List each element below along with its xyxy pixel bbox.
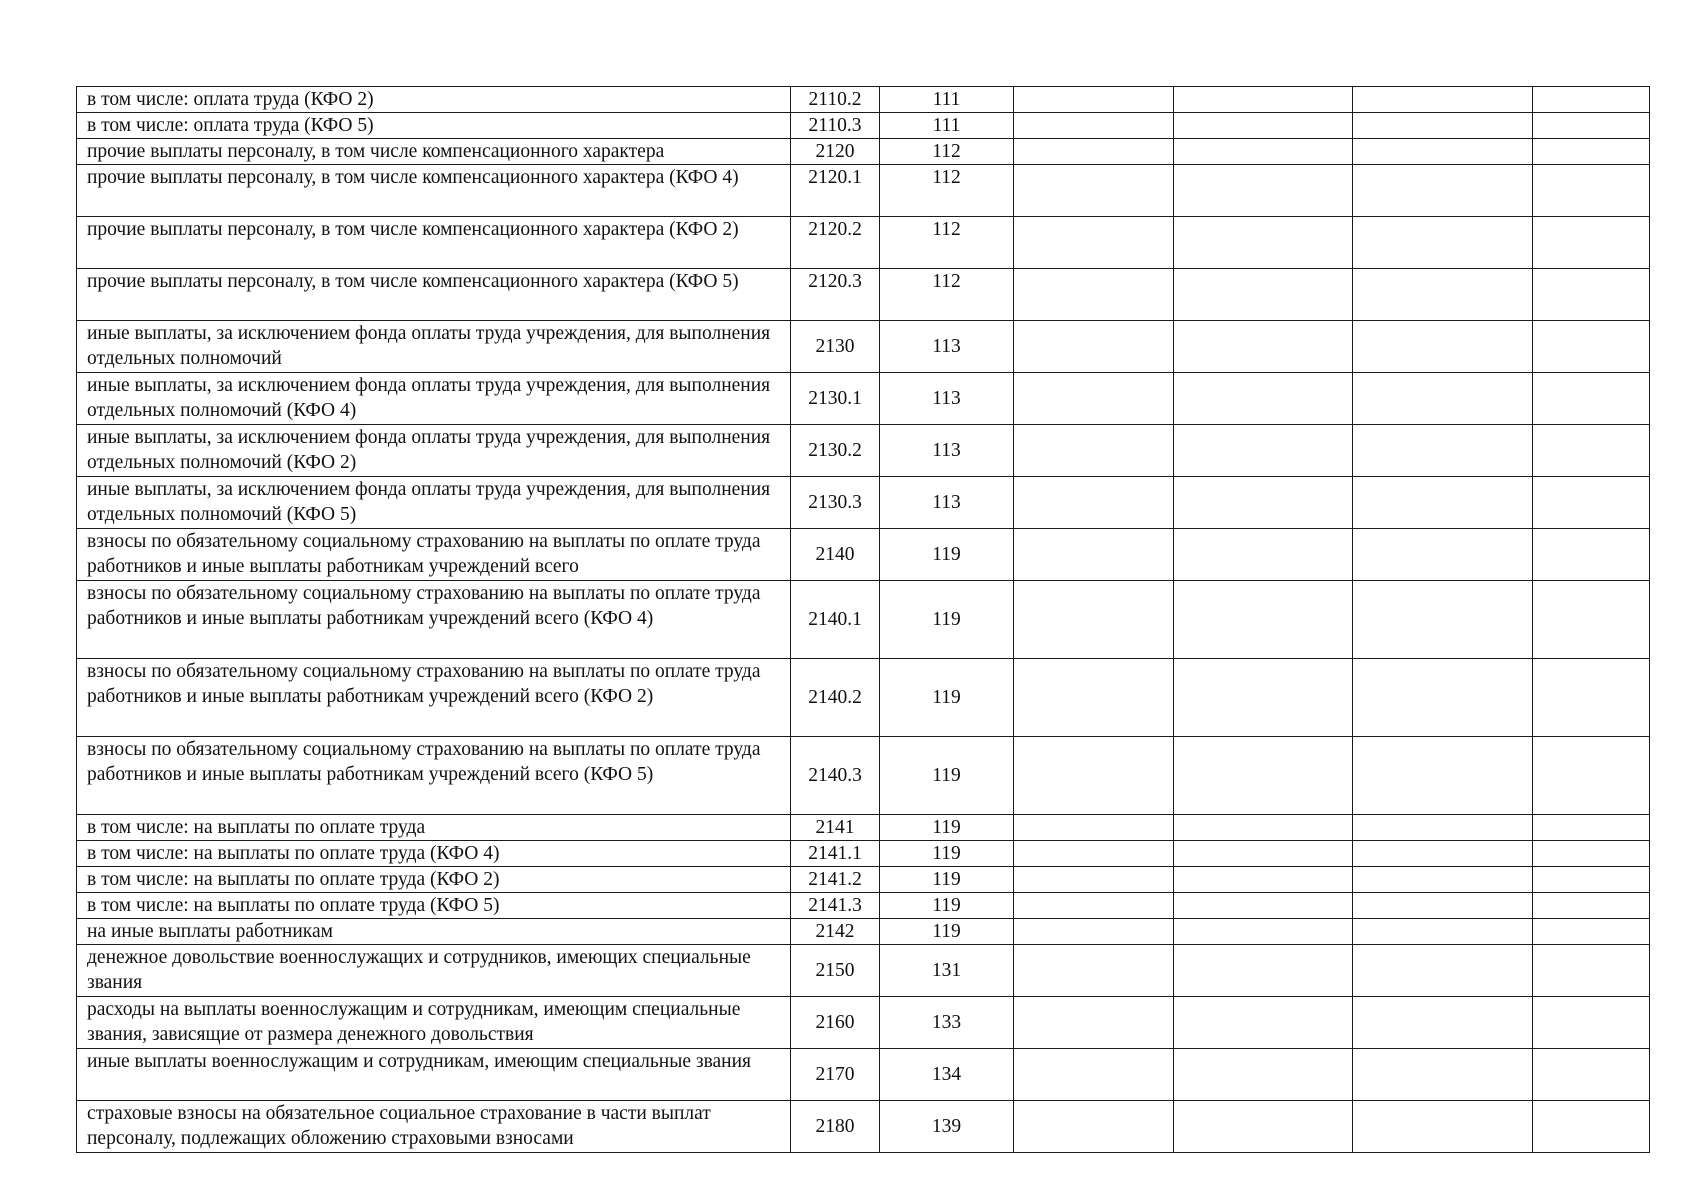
row-kbk-cell: 119 [880, 919, 1014, 945]
empty-value-cell [1353, 659, 1533, 737]
row-code-cell: 2150 [791, 945, 880, 997]
row-code-cell: 2140.2 [791, 659, 880, 737]
row-code-cell: 2140.3 [791, 737, 880, 815]
row-code-cell: 2110.3 [791, 113, 880, 139]
empty-value-cell [1174, 321, 1353, 373]
empty-value-cell [1533, 269, 1650, 321]
row-name-cell: иные выплаты военнослужащим и сотрудникам, имеющим специальные звания [77, 1049, 791, 1101]
empty-value-cell [1353, 815, 1533, 841]
empty-value-cell [1014, 321, 1174, 373]
row-name-cell: в том числе: на выплаты по оплате труда (КФО 5) [77, 893, 791, 919]
empty-value-cell [1353, 867, 1533, 893]
row-name-cell: прочие выплаты персоналу, в том числе компенсационного характера [77, 139, 791, 165]
empty-value-cell [1353, 425, 1533, 477]
row-name-cell: иные выплаты, за исключением фонда оплаты труда учреждения, для выполнения отдельных полномочий [77, 321, 791, 373]
empty-value-cell [1174, 737, 1353, 815]
empty-value-cell [1353, 841, 1533, 867]
empty-value-cell [1014, 867, 1174, 893]
row-name-cell: иные выплаты, за исключением фонда оплаты труда учреждения, для выполнения отдельных полномочий (КФО 5) [77, 477, 791, 529]
row-name-cell: в том числе: оплата труда (КФО 5) [77, 113, 791, 139]
row-kbk-cell: 119 [880, 737, 1014, 815]
row-code-cell: 2180 [791, 1101, 880, 1153]
empty-value-cell [1014, 945, 1174, 997]
table-row [77, 919, 1650, 945]
table-row [77, 841, 1650, 867]
row-code-cell: 2120.3 [791, 269, 880, 321]
row-kbk-cell: 119 [880, 529, 1014, 581]
empty-value-cell [1533, 659, 1650, 737]
empty-value-cell [1014, 217, 1174, 269]
row-code-cell: 2141.3 [791, 893, 880, 919]
table-row [77, 217, 1650, 269]
row-code-cell: 2141.1 [791, 841, 880, 867]
row-kbk-cell: 119 [880, 659, 1014, 737]
empty-value-cell [1353, 269, 1533, 321]
row-name-cell: иные выплаты, за исключением фонда оплаты труда учреждения, для выполнения отдельных полномочий (КФО 2) [77, 425, 791, 477]
table-row [77, 893, 1650, 919]
row-name-cell: в том числе: на выплаты по оплате труда (КФО 2) [77, 867, 791, 893]
row-kbk-cell: 111 [880, 113, 1014, 139]
empty-value-cell [1014, 165, 1174, 217]
row-kbk-cell: 119 [880, 867, 1014, 893]
empty-value-cell [1014, 139, 1174, 165]
empty-value-cell [1353, 139, 1533, 165]
row-code-cell: 2170 [791, 1049, 880, 1101]
table-row [77, 737, 1650, 815]
row-code-cell: 2120 [791, 139, 880, 165]
row-kbk-cell: 119 [880, 815, 1014, 841]
empty-value-cell [1533, 165, 1650, 217]
empty-value-cell [1533, 373, 1650, 425]
row-code-cell: 2160 [791, 997, 880, 1049]
empty-value-cell [1014, 1101, 1174, 1153]
row-code-cell: 2130.1 [791, 373, 880, 425]
row-kbk-cell: 111 [880, 87, 1014, 113]
row-name-cell: взносы по обязательному социальному страхованию на выплаты по оплате труда работников и иные выплаты работникам учреждений всего [77, 529, 791, 581]
empty-value-cell [1353, 321, 1533, 373]
row-code-cell: 2141.2 [791, 867, 880, 893]
row-kbk-cell: 112 [880, 165, 1014, 217]
empty-value-cell [1174, 425, 1353, 477]
empty-value-cell [1174, 477, 1353, 529]
empty-value-cell [1174, 945, 1353, 997]
row-kbk-cell: 119 [880, 841, 1014, 867]
table-row [77, 373, 1650, 425]
empty-value-cell [1174, 529, 1353, 581]
empty-value-cell [1014, 841, 1174, 867]
empty-value-cell [1174, 87, 1353, 113]
empty-value-cell [1174, 815, 1353, 841]
row-kbk-cell: 134 [880, 1049, 1014, 1101]
row-code-cell: 2140 [791, 529, 880, 581]
table-row [77, 659, 1650, 737]
empty-value-cell [1353, 1049, 1533, 1101]
empty-value-cell [1533, 997, 1650, 1049]
empty-value-cell [1533, 1101, 1650, 1153]
row-kbk-cell: 113 [880, 321, 1014, 373]
table-row [77, 581, 1650, 659]
empty-value-cell [1533, 815, 1650, 841]
empty-value-cell [1174, 841, 1353, 867]
row-code-cell: 2130 [791, 321, 880, 373]
row-name-cell: в том числе: на выплаты по оплате труда [77, 815, 791, 841]
empty-value-cell [1014, 581, 1174, 659]
empty-value-cell [1533, 321, 1650, 373]
empty-value-cell [1353, 477, 1533, 529]
empty-value-cell [1014, 425, 1174, 477]
empty-value-cell [1014, 477, 1174, 529]
table-row [77, 867, 1650, 893]
empty-value-cell [1174, 867, 1353, 893]
row-code-cell: 2142 [791, 919, 880, 945]
table-row [77, 321, 1650, 373]
empty-value-cell [1533, 1049, 1650, 1101]
row-code-cell: 2141 [791, 815, 880, 841]
empty-value-cell [1014, 1049, 1174, 1101]
empty-value-cell [1174, 1049, 1353, 1101]
empty-value-cell [1353, 165, 1533, 217]
empty-value-cell [1533, 425, 1650, 477]
empty-value-cell [1174, 1101, 1353, 1153]
empty-value-cell [1353, 529, 1533, 581]
empty-value-cell [1353, 919, 1533, 945]
row-name-cell: взносы по обязательному социальному страхованию на выплаты по оплате труда работников и иные выплаты работникам учреждений всего (КФО 4) [77, 581, 791, 659]
row-code-cell: 2130.3 [791, 477, 880, 529]
empty-value-cell [1353, 373, 1533, 425]
row-kbk-cell: 112 [880, 269, 1014, 321]
row-code-cell: 2120.1 [791, 165, 880, 217]
empty-value-cell [1174, 997, 1353, 1049]
empty-value-cell [1533, 113, 1650, 139]
table-row [77, 269, 1650, 321]
row-kbk-cell: 112 [880, 139, 1014, 165]
empty-value-cell [1533, 737, 1650, 815]
empty-value-cell [1353, 893, 1533, 919]
empty-value-cell [1533, 581, 1650, 659]
empty-value-cell [1174, 373, 1353, 425]
empty-value-cell [1353, 87, 1533, 113]
empty-value-cell [1353, 737, 1533, 815]
empty-value-cell [1014, 87, 1174, 113]
row-kbk-cell: 139 [880, 1101, 1014, 1153]
row-name-cell: прочие выплаты персоналу, в том числе компенсационного характера (КФО 2) [77, 217, 791, 269]
empty-value-cell [1533, 87, 1650, 113]
row-code-cell: 2110.2 [791, 87, 880, 113]
table-row [77, 139, 1650, 165]
empty-value-cell [1014, 919, 1174, 945]
empty-value-cell [1014, 815, 1174, 841]
row-name-cell: прочие выплаты персоналу, в том числе компенсационного характера (КФО 4) [77, 165, 791, 217]
empty-value-cell [1174, 113, 1353, 139]
empty-value-cell [1174, 581, 1353, 659]
empty-value-cell [1014, 893, 1174, 919]
row-kbk-cell: 113 [880, 373, 1014, 425]
row-code-cell: 2130.2 [791, 425, 880, 477]
empty-value-cell [1174, 919, 1353, 945]
empty-value-cell [1533, 867, 1650, 893]
table-row [77, 1049, 1650, 1101]
empty-value-cell [1533, 529, 1650, 581]
empty-value-cell [1353, 997, 1533, 1049]
empty-value-cell [1353, 581, 1533, 659]
row-name-cell: взносы по обязательному социальному страхованию на выплаты по оплате труда работников и иные выплаты работникам учреждений всего (КФО 2) [77, 659, 791, 737]
row-name-cell: взносы по обязательному социальному страхованию на выплаты по оплате труда работников и иные выплаты работникам учреждений всего (КФО 5) [77, 737, 791, 815]
row-kbk-cell: 119 [880, 893, 1014, 919]
row-name-cell: страховые взносы на обязательное социальное страхование в части выплат персоналу, подлежащих обложению страховыми взносами [77, 1101, 791, 1153]
empty-value-cell [1533, 841, 1650, 867]
row-code-cell: 2140.1 [791, 581, 880, 659]
row-code-cell: 2120.2 [791, 217, 880, 269]
empty-value-cell [1014, 529, 1174, 581]
row-name-cell: расходы на выплаты военнослужащим и сотрудникам, имеющим специальные звания, зависящие от размера денежного довольствия [77, 997, 791, 1049]
empty-value-cell [1014, 997, 1174, 1049]
row-name-cell: на иные выплаты работникам [77, 919, 791, 945]
empty-value-cell [1353, 113, 1533, 139]
row-name-cell: прочие выплаты персоналу, в том числе компенсационного характера (КФО 5) [77, 269, 791, 321]
empty-value-cell [1014, 113, 1174, 139]
row-kbk-cell: 133 [880, 997, 1014, 1049]
empty-value-cell [1014, 737, 1174, 815]
empty-value-cell [1533, 477, 1650, 529]
row-kbk-cell: 112 [880, 217, 1014, 269]
row-name-cell: иные выплаты, за исключением фонда оплаты труда учреждения, для выполнения отдельных полномочий (КФО 4) [77, 373, 791, 425]
empty-value-cell [1353, 217, 1533, 269]
row-name-cell: в том числе: оплата труда (КФО 2) [77, 87, 791, 113]
empty-value-cell [1014, 373, 1174, 425]
row-kbk-cell: 119 [880, 581, 1014, 659]
table-row [77, 87, 1650, 113]
empty-value-cell [1174, 217, 1353, 269]
empty-value-cell [1014, 269, 1174, 321]
empty-value-cell [1353, 945, 1533, 997]
row-kbk-cell: 113 [880, 425, 1014, 477]
empty-value-cell [1533, 139, 1650, 165]
table-row [77, 945, 1650, 997]
empty-value-cell [1174, 893, 1353, 919]
budget-table [76, 86, 1650, 1153]
row-kbk-cell: 113 [880, 477, 1014, 529]
table-row [77, 815, 1650, 841]
row-kbk-cell: 131 [880, 945, 1014, 997]
row-name-cell: в том числе: на выплаты по оплате труда (КФО 4) [77, 841, 791, 867]
table-row [77, 425, 1650, 477]
table-row [77, 1101, 1650, 1153]
table-row [77, 529, 1650, 581]
empty-value-cell [1174, 139, 1353, 165]
empty-value-cell [1174, 659, 1353, 737]
table-row [77, 477, 1650, 529]
table-row [77, 997, 1650, 1049]
empty-value-cell [1174, 165, 1353, 217]
empty-value-cell [1533, 217, 1650, 269]
table-row [77, 113, 1650, 139]
row-name-cell: денежное довольствие военнослужащих и сотрудников, имеющих специальные звания [77, 945, 791, 997]
empty-value-cell [1533, 893, 1650, 919]
empty-value-cell [1533, 945, 1650, 997]
empty-value-cell [1174, 269, 1353, 321]
empty-value-cell [1533, 919, 1650, 945]
empty-value-cell [1353, 1101, 1533, 1153]
table-row [77, 165, 1650, 217]
empty-value-cell [1014, 659, 1174, 737]
